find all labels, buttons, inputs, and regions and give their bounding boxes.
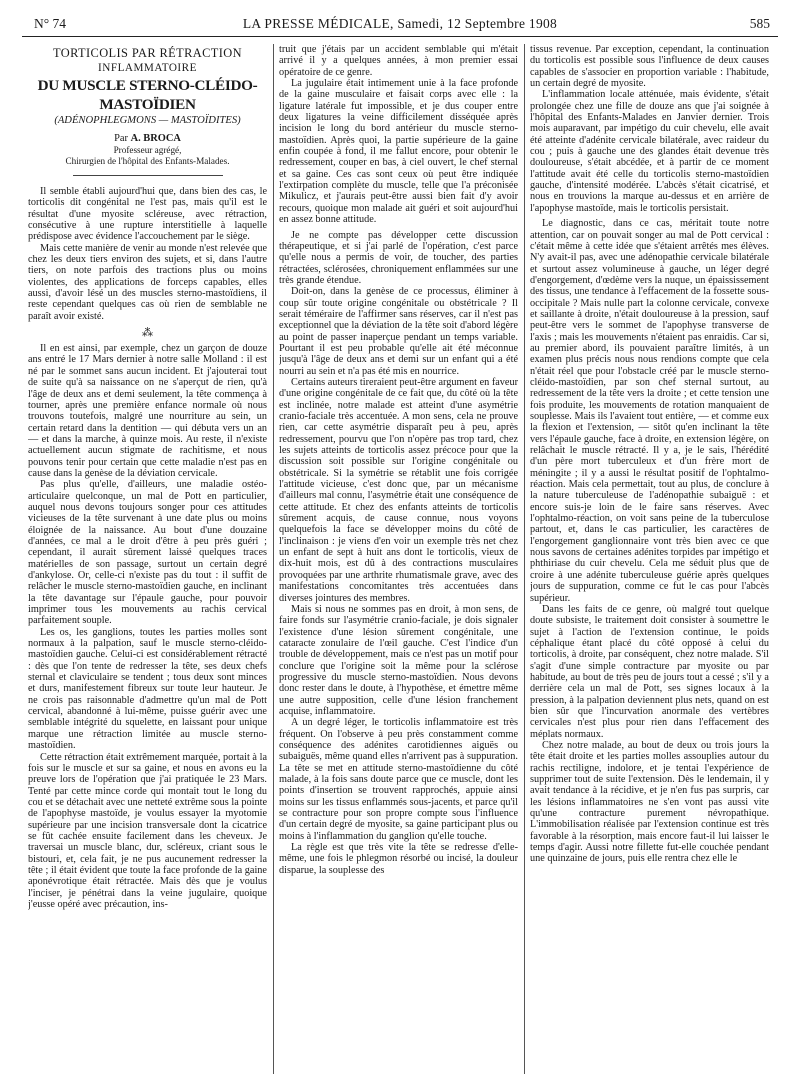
column-2 xyxy=(279,44,518,1074)
article-title-line2: INFLAMMATOIRE xyxy=(98,62,197,74)
page-number: 585 xyxy=(749,16,770,31)
paragraph: Chez notre malade, au bout de deux ou trois jours la tête était droite et les parties molles assouplies autour du rachis rectiligne, indolore, et je tentai l'expérience de supprimer tout de suite l'extension. Dès le lendemain, il y avait tendance à la récidive, et je n'en fus pas surpris, car les lésions inflammatoires ne s'en vont pas aussi vite qu'une contracture purement névropathique. L'immobilisation réalisée par l'extension continue est très favorable à la résorption, mais encore faut-il lui laisser le temps d'agir. Aussi notre fillette fut-elle couchée pendant une quinzaine de jours, puis elle rentra chez elle le xyxy=(530,739,769,865)
author-affiliation-2: Chirurgien de l'hôpital des Enfants-Malades. xyxy=(65,156,230,166)
paragraph: Je ne compte pas développer cette discussion thérapeutique, et si j'ai parlé de l'opération, c'est parce qu'elle nous a permis de voir, de toucher, des parties rétractées, sclérosées, chroniquement enflammées sur une très grande étendue. xyxy=(279,229,518,286)
paragraph: Mais si nous ne sommes pas en droit, à mon sens, de faire fonds sur l'asymétrie cranio-faciale, je dois signaler l'existence d'une lésion sûrement congénitale, une cataracte zonulaire de l'œil gauche. C'est l'indice d'un trouble de développement, mais ce n'est pas un motif pour conclure que l'origine soit la même pour la sclérose progressive du muscle sterno-mastoïdien. Nous devons donc rester dans le doute, à l'hypothèse, et émettre même une autre supposition, celle d'une lésion franchement acquise, inflammatoire. xyxy=(279,603,518,717)
article-subtitle: (ADÉNOPHLEGMONS — MASTOÏDITES) xyxy=(54,115,241,126)
paragraph: A un degré léger, le torticolis inflammatoire est très fréquent. On l'observe à peu près constamment comme conséquence des adénites carotidiennes aiguës ou subaiguës, même quand elles n'arrivent pas à suppuration. La tête se met en attitude sterno-mastoïdienne du côté malade, à la fois sans doute parce que ce muscle, dont les points d'insertion se trouvent rapprochés, appuie ainsi moins sur les tissus enflammés sous-jacents, et parce qu'il se contracture pour son propre compte sous l'influence d'un certain degré de myosite, sa gaine participant plus ou moins à l'inflammation du ganglion qu'elle touche. xyxy=(279,717,518,842)
page-header xyxy=(22,14,778,37)
text-columns xyxy=(22,44,778,1074)
article-title-line3: DU MUSCLE STERNO-CLÉIDO-MASTOÏDIEN xyxy=(37,77,258,113)
article-heading xyxy=(28,46,267,176)
paragraph: La règle est que très vite la tête se redresse d'elle-même, une fois le phlegmon résorbé ou incisé, la douleur disparue, la souplesse des xyxy=(279,842,518,876)
article-author xyxy=(28,133,267,145)
title-separator xyxy=(73,175,223,176)
paragraph: Les os, les ganglions, toutes les parties molles sont normaux à la palpation, sauf le muscle sterno-cléido-mastoïdien gauche. Celui-ci est considérablement rétracté : dès que l'on tente de redresser la tête, ses deux chefs sternal et claviculaire se tendent ; tous deux sont minces et durs, manifestement fibreux sur toute leur hauteur. Je ne crois pas raisonnable d'admettre qu'un mal de Pott cervical, abandonné à lui-même, puisse guérir avec une semblable intégrité du squelette, en laissant pour unique marque une rétraction limitée au muscle sterno-mastoïdien. xyxy=(28,626,267,752)
paragraph: Il semble établi aujourd'hui que, dans bien des cas, le torticolis dit congénital ne l'est pas, mais qu'il est le résultat d'une myosite scléreuse, avec rétraction, consécutive à une rupture interstitielle à laquelle prédispose avec évidence l'accouchement par le siège. xyxy=(28,186,267,243)
journal-title: LA PRESSE MÉDICALE, Samedi, 12 Septembre 1908 xyxy=(242,16,558,31)
paragraph: La jugulaire était intimement unie à la face profonde de la gaine musculaire et faisait corps avec elle : la ligature latérale fut impossible, et je dus couper entre deux ligatures la veine difficilement disséquée après incision le long du bord antérieur du muscle sterno-mastoïdien. Après quoi, la partie supérieure de la gaine enfin coupée à fond, il me fallut encore, pour obtenir le redressement, couper en bas, à ciel ouvert, le chef sternal et sa gaine. Ces cas sont ceux où peut être indiquée l'extirpation complète du muscle, telle que l'a préconisée Mikulicz, et j'aurais peut-être aussi bien fait d'y avoir recours, quoique mon malade ait guéri et soit aujourd'hui en assez bonne attitude. xyxy=(279,78,518,226)
column-divider xyxy=(273,44,274,1074)
paragraph: L'inflammation locale atténuée, mais évidente, s'était prolongée chez une fille de douze ans que j'ai soignée à l'hôpital des Enfants-Malades en Janvier dernier. Trois mois auparavant, par impétigo du cuir chevelu, elle avait été atteinte d'adénite cervicale bilatérale, avec raideur du cou ; puis à gauche une des glandes était devenue très douloureuse, s'était abcédée, et à partir de ce moment l'attitude avait été celle du torticolis sterno-mastoïdien gauche, d'intensité modérée. L'abcès s'était cicatrisé, et nous en trouvions la marque au-dessus et en arrière de l'apophyse mastoïde, mais le torticolis persistait. xyxy=(530,89,769,214)
author-affiliation-1: Professeur agrégé, xyxy=(113,145,182,155)
paragraph: Mais cette manière de venir au monde n'est relevée que chez les deux tiers environ des sujets, et si, dans l'autre tiers, on note parfois des tractions plus ou moins violentes, des applications de forceps capables, elles aussi, d'avoir lésé un des muscles sterno-mastoïdiens, il reste cependant quelques cas où rien de semblable ne paraît avoir existé. xyxy=(28,242,267,322)
paragraph: Doit-on, dans la genèse de ce processus, éliminer à coup sûr toute origine congénitale ou obstétricale ? Il serait téméraire de l'affirmer sans réserves, car il n'est pas exceptionnel que la déviation de la tête soit d'abord légère au point de passer inaperçue pendant un temps variable. Pourtant il est peu probable qu'elle ait été méconnue jusqu'à l'âge de deux ans et demi sur un enfant qui a été nourri au sein et n'a pas été mis en nourrice. xyxy=(279,286,518,377)
paragraph: Le diagnostic, dans ce cas, méritait toute notre attention, car on pouvait songer au mal de Pott cervical : c'était même à cette idée que s'étaient arrêtés mes élèves. N'y avait-il pas, avec une adénopathie cervicale bilatérale et surtout assez volumineuse à gauche, un léger degré d'engorgement, d'œdème vers la nuque, un épaississement des tissus, une tendance à l'effacement de la fossette sous-occipitale ? Mais nulle part la colonne cervicale, convexe et saillante à droite, n'était douloureuse à la pression, sauf peut-être vers le sommet de l'apophyse transverse de l'axis ; mais les mouvements n'étaient pas enraidis. Car si, au premier abord, ils pouvaient paraître limités, à un examen plus précis nous nous rendions compte que cela n'était réel que pour l'obstacle créé par le muscle sterno-cléido-mastoïdien, par son chef sternal surtout, au redressement de la tête vers la droite ; et cette tension une fois produite, les mouvements de rotation manquaient de souplesse. Mais ils l'avaient tout entière, — et comme eux la flexion et l'extension, — sitôt qu'en inclinant la tête vers l'épaule gauche, face à droite, en extension légère, on relâchait le muscle rétracté. Il y a, je le sais, l'hérédité d'un père mort tuberculeux et d'un frère mort de méningite ; il y a aussi le résultat positif de l'ophtalmo-réaction. Mais cela permettait, tout au plus, de conclure à la nature tuberculeuse de l'adénopathie subaiguë : et encore suis-je loin de le faire sans réserves. Avec l'ophtalmo-réaction, on voit sans peine de la tuberculose partout, et, dans le cas particulier, les caractères de l'engorgement ganglionnaire vont très bien avec ce que nous savons de certaines adénites torpides par impétigo et phthiriase du cuir chevelu. Cela me séduit plus que de croire à une adénite tuberculeuse guérie après quelques jours de suppuration, comme ce fut le cas pour l'abcès supérieur. xyxy=(530,218,769,604)
paragraph: Cette rétraction était extrêmement marquée, portait à la fois sur le muscle et sur sa gaine, et nous en avons eu la preuve lors de l'opération que j'ai pratiquée le 23 Mars. Tenté par cette mince corde qui montait tout le long du cou et se détachait avec une netteté extrême sous la pointe de l'apophyse mastoïde, je voulus essayer la myotomie supérieure par une incision transversale dont la cicatrice se fût cachée ensuite facilement dans les cheveux. Je traversai un muscle blanc, dur, scléreux, criant sous le bistouri, et, cela fait, je ne pus aucunement redresser la tête ; il était évident que toute la face profonde de la gaine aponévrotique était rétractée. Mais dès que je voulus l'inciser, je pénétrai dans la veine jugulaire, quoique j'eusse opéré avec précaution, ins- xyxy=(28,751,267,910)
author-prefix: Par xyxy=(114,133,128,144)
column-1 xyxy=(28,44,267,1074)
author-name: A. BROCA xyxy=(130,133,181,144)
paragraph: Il en est ainsi, par exemple, chez un garçon de douze ans entré le 17 Mars dernier à notre salle Molland : il est né par le sommet sans aucun incident. Et j'ajouterai tout de suite qu'à sa naissance on ne s'aperçut de rien, qu'à l'âge de deux ans et demi seulement, la tête commença à tourner, après une première enfance normale où nous trouvons toutefois, malgré une nourriture au sein, un certain retard dans la dentition — qui débuta vers un an — et dans la marche, à quinze mois. Au reste, il n'existe actuellement aucun stigmate de rachitisme, et nous pouvons tenir pour certain que cette maladie n'est pas en cause dans la genèse de la déviation cervicale. xyxy=(28,343,267,479)
paragraph: tissus revenue. Par exception, cependant, la continuation du torticolis est possible sous l'influence de deux causes capables de s'associer en proportion variable : l'habitude, un certain degré de myosite. xyxy=(530,44,769,90)
section-separator: ⁂ xyxy=(142,327,153,340)
paragraph: Certains auteurs tireraient peut-être argument en faveur d'une origine congénitale de ce fait que, du côté où la tête est inclinée, notre malade est atteint d'une asymétrie cranio-faciale très accentuée. A mon sens, cela ne prouve rien, car cette asymétrie disparaît peu à peu, après redressement, pourvu que l'on n'opère pas trop tard, chez les sujets atteints de torticolis assez précoce pour que la discussion soit possible sur l'origine congénitale ou obstétricale. Si la symétrie se rétablit une fois corrigée l'attitude vicieuse, c'est donc que, par un mécanisme d'ailleurs mal connu, l'asymétrie était une conséquence de cette attitude. Et chez des enfants atteints de torticolis sûrement acquis, de cause connue, nous voyons quelquefois la face se développer moins du côté de l'inclinaison : je viens d'en voir un exemple très net chez un enfant de sept à huit ans dont le torticolis, vieux de dix-huit mois, est dû à des contractions musculaires provoquées par une arthrite rhumatismale grave, avec des manifestations concomitantes très accentuées dans diverses jointures des membres. xyxy=(279,376,518,604)
journal-page xyxy=(22,14,778,1074)
column-divider xyxy=(524,44,525,1074)
column-3 xyxy=(530,44,769,1074)
paragraph: truit que j'étais par un accident semblable qui m'était arrivé il y a quelques années, à mon premier essai opératoire de ce genre. xyxy=(279,44,518,78)
paragraph: Pas plus qu'elle, d'ailleurs, une maladie ostéo-articulaire quelconque, un mal de Pott en particulier, auquel nous devons toujours songer pour ces attitudes vicieuses de la tête survenant à une date plus ou moins éloignée de la naissance. Au bout d'une douzaine d'années, ce mal a le droit d'être à peu près guéri ; cependant, il aurait sûrement laissé quelques traces matérielles de son passage, surtout un certain degré d'ankylose. Or, celle-ci n'existe pas du tout : il suffit de relâcher le muscle sterno-mastoïdien gauche, en inclinant la tête davantage sur l'épaule gauche, pour pouvoir imprimer tous les mouvements au rachis cervical parfaitement souple. xyxy=(28,479,267,627)
issue-number: N° 74 xyxy=(34,16,67,31)
article-title-line1: TORTICOLIS PAR RÉTRACTION xyxy=(53,46,242,60)
paragraph: Dans les faits de ce genre, où malgré tout quelque doute subsiste, le traitement doit consister à soumettre le sujet à l'action de l'extension continue, le poids céphalique étant placé du côté opposé à celui du torticolis, à droite, par conséquent, chez notre malade. S'il s'agit d'une simple contracture par myosite ou par habitude, au bout de très peu de jours tout a cessé ; s'il y a derrière cela un mal de Pott, ses signes locaux à la pression, à la palpation deviennent plus nets, quand on est bien sûr que l'incurvation anormale des vertèbres cervicales n'est plus pour rien dans l'effacement des méplats normaux. xyxy=(530,603,769,740)
